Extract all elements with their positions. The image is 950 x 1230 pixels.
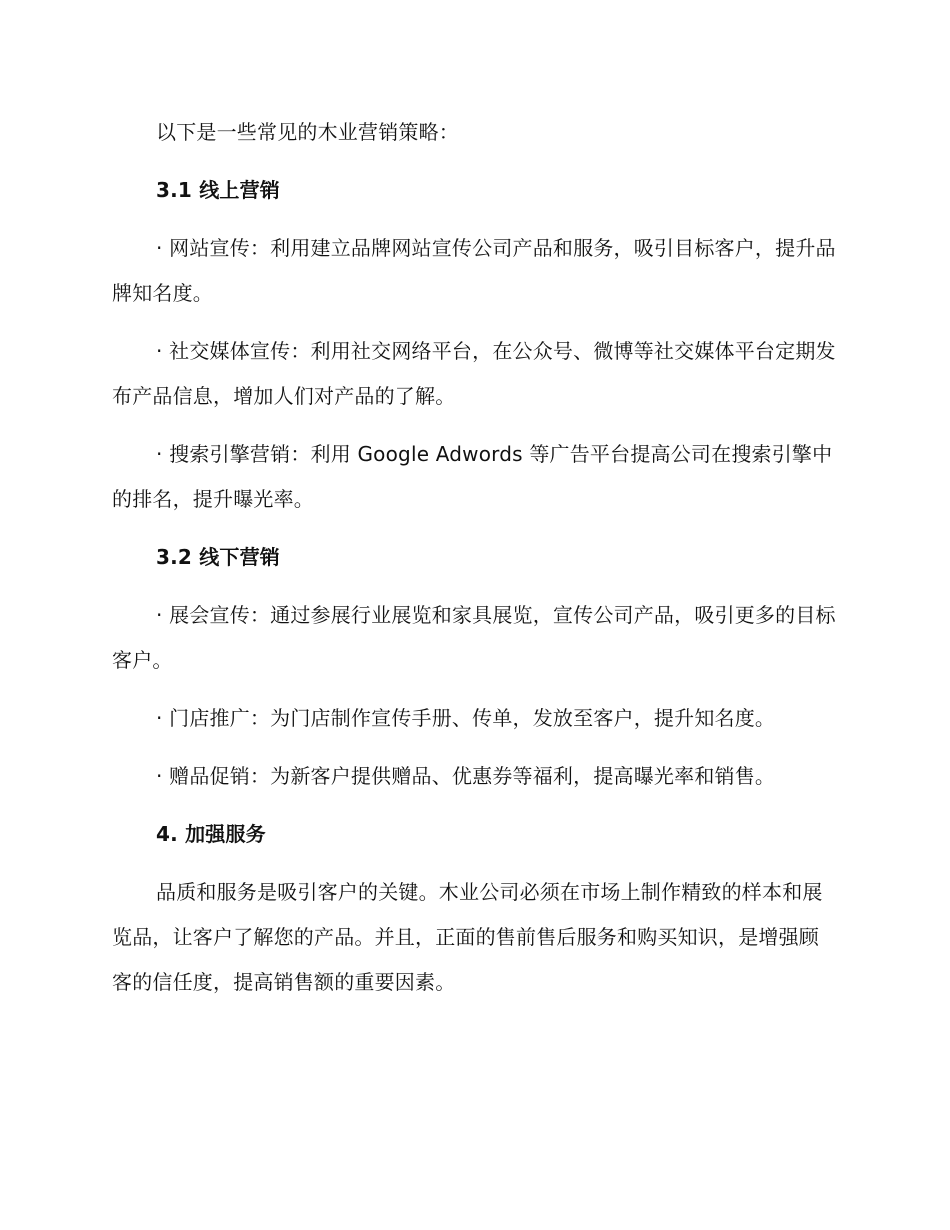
bullet-website-promotion: · 网站宣传：利用建立品牌网站宣传公司产品和服务，吸引目标客户，提升品牌知名度。	[112, 236, 836, 305]
section-heading-offline-marketing: 3.2 线下营销	[156, 545, 280, 569]
bullet-exhibition-promotion: · 展会宣传：通过参展行业展览和家具展览，宣传公司产品，吸引更多的目标客户。	[112, 603, 836, 672]
bullet-store-promotion: · 门店推广：为门店制作宣传手册、传单，发放至客户，提升知名度。	[156, 706, 776, 730]
document-page	[112, 110, 838, 1005]
bullet-social-media-promotion: · 社交媒体宣传：利用社交网络平台，在公众号、微博等社交媒体平台定期发布产品信息，增加人们对产品的了解。	[112, 339, 836, 408]
bullet-search-engine-marketing: · 搜索引擎营销：利用 Google Adwords 等广告平台提高公司在搜索引擎中的排名，提升曝光率。	[112, 442, 833, 511]
section-heading-strengthen-service: 4. 加强服务	[156, 822, 266, 846]
bullet-gift-promotion: · 赠品促销：为新客户提供赠品、优惠券等福利，提高曝光率和销售。	[156, 764, 776, 788]
intro-paragraph: 以下是一些常见的木业营销策略：	[156, 120, 459, 144]
service-paragraph: 品质和服务是吸引客户的关键。木业公司必须在市场上制作精致的样本和展览品，让客户了解您的产品。并且，正面的售前售后服务和购买知识，是增强顾客的信任度，提高销售额的重要因素。	[112, 880, 823, 994]
section-heading-online-marketing: 3.1 线上营销	[156, 178, 280, 202]
